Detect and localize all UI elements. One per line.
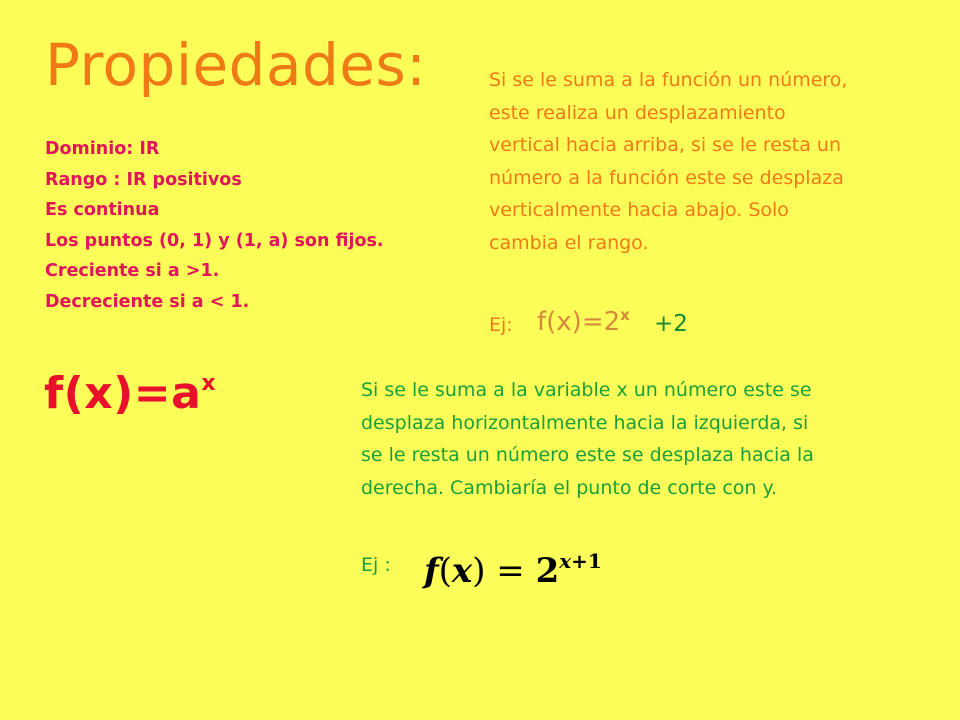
property-domain: Dominio: IR xyxy=(45,139,160,159)
slide-title: Propiedades: xyxy=(45,31,427,99)
formula-exponent-var: x xyxy=(559,549,572,573)
horizontal-shift-example-label: Ej : xyxy=(361,554,391,576)
formula-exponent-rest: +1 xyxy=(571,549,602,573)
vertical-shift-addend: +2 xyxy=(654,311,688,337)
property-fixed-points: Los puntos (0, 1) y (1, a) son fijos. xyxy=(45,230,384,251)
property-range: Rango : IR positivos xyxy=(45,169,242,190)
formula-x: x xyxy=(451,551,473,591)
horizontal-shift-formula xyxy=(424,549,602,591)
main-formula-base: f(x)=a xyxy=(44,368,202,419)
properties-list xyxy=(45,134,384,317)
horizontal-shift-explanation: Si se le suma a la variable x un número este se desplaza horizontalmente hacia la izquierda, si se le resta un número este se desplaza hacia la derecha. Cambiaría el punto de corte con y. xyxy=(361,379,814,499)
vertical-shift-formula-exponent: x xyxy=(620,306,630,324)
main-formula xyxy=(44,368,216,419)
vertical-shift-explanation: Si se le suma a la función un número, este realiza un desplazamiento vertical hacia arriba, si se le resta un número a la función este se desplaza verticalmente hacia abajo. Solo cambia el rango. xyxy=(489,69,848,254)
main-formula-exponent: x xyxy=(201,371,217,396)
property-increasing: Creciente si a >1. xyxy=(45,261,220,281)
vertical-shift-formula-base: f(x)=2 xyxy=(537,307,621,337)
vertical-shift-example-label: Ej: xyxy=(489,314,513,336)
property-decreasing: Decreciente si a < 1. xyxy=(45,291,250,312)
formula-base: 2 xyxy=(535,551,560,591)
vertical-shift-example-formula xyxy=(537,306,630,337)
formula-equals: = xyxy=(485,551,536,591)
property-continuity: Es continua xyxy=(45,200,160,220)
formula-exponent xyxy=(559,549,602,573)
formula-paren-open: ( xyxy=(438,551,452,591)
formula-paren-close: ) xyxy=(472,551,486,591)
formula-f: f xyxy=(424,551,439,591)
